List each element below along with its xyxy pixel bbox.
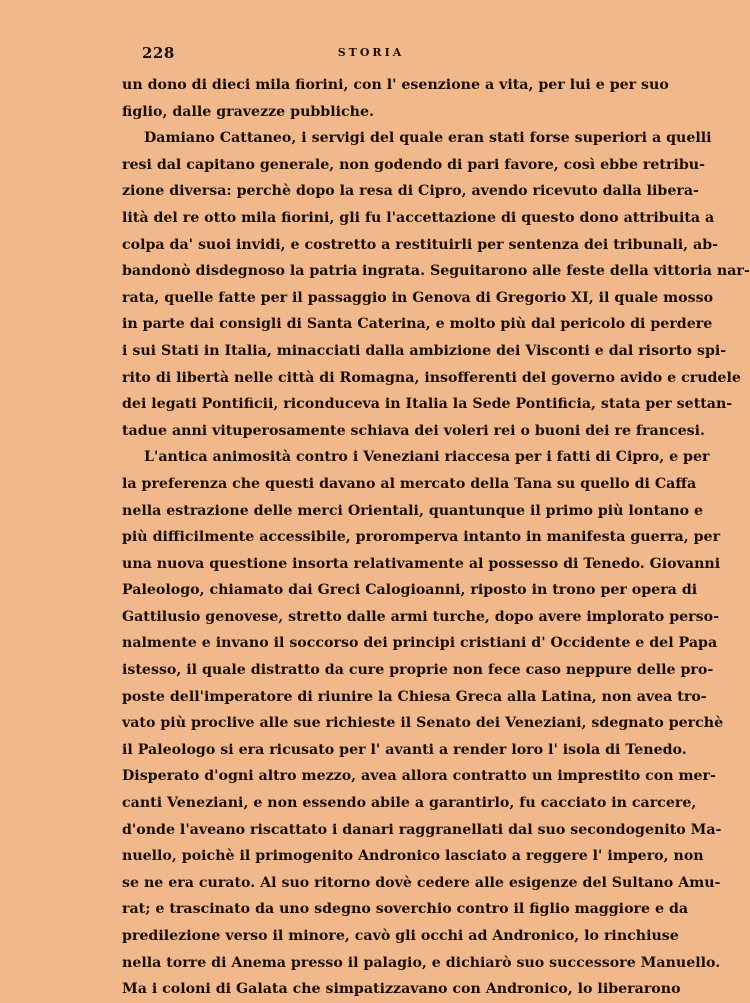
text-line: poste dell'imperatore di riunire la Chiesa Greca alla Latina, non avea tro- — [122, 688, 707, 705]
text-line: un dono di dieci mila fiorini, con l' esenzione a vita, per lui e per suo — [122, 77, 669, 93]
text-line: canti Veneziani, e non essendo abile a garantirlo, fu cacciato in carcere, — [122, 795, 697, 812]
text-line: la preferenza che questi davano al mercato della Tana su quello di Caffa — [122, 475, 697, 492]
text-line: Damiano Cattaneo, i servigi del quale eran stati forse superiori a quelli — [144, 130, 712, 147]
page-header — [142, 44, 600, 64]
paragraph — [122, 444, 724, 1002]
text-line: bandonò disdegnoso la patria ingrata. Seguitarono alle feste della vittoria nar- — [122, 263, 750, 280]
text-line: in parte dai consigli di Santa Caterina, e molto più dal pericolo di perdere — [122, 316, 713, 333]
text-line: figlio, dalle gravezze pubbliche. — [122, 103, 374, 120]
text-line: lità del re otto mila fiorini, gli fu l'accettazione di questo dono attribuita a — [122, 209, 715, 226]
text-line: i sui Stati in Italia, minacciati dalla ambizione dei Visconti e dal risorto spi- — [122, 342, 727, 359]
text-line: zione diversa: perchè dopo la resa di Cipro, avendo ricevuto dalla libera- — [122, 183, 699, 200]
text-line: d'onde l'aveano riscattato i danari raggranellati dal suo secondogenito Ma- — [122, 821, 722, 838]
text-line: nalmente e invano il soccorso dei principi cristiani d' Occidente e del Papa — [122, 635, 718, 652]
text-line: istesso, il quale distratto da cure proprie non fece caso neppure delle pro- — [122, 662, 714, 679]
page-number: 228 — [142, 44, 175, 62]
text-line: Gattilusio genovese, stretto dalle armi turche, dopo avere implorato perso- — [122, 608, 719, 625]
text-line: una nuova questione insorta relativamente al possesso di Tenedo. Giovanni — [122, 555, 721, 572]
text-line: L'antica animosità contro i Veneziani riaccesa per i fatti di Cipro, e per — [144, 449, 710, 466]
text-line: Disperato d'ogni altro mezzo, avea allora contratto un imprestito con mer- — [122, 768, 716, 785]
text-line: dei legati Pontificii, riconduceva in Italia la Sede Pontificia, stata per settan- — [122, 396, 733, 413]
text-line: Ma i coloni di Galata che simpatizzavano con Andronico, lo liberarono — [122, 981, 681, 998]
running-title: STORIA — [337, 46, 405, 59]
text-line: colpa da' suoi invidi, e costretto a restituirli per sentenza dei tribunali, ab- — [122, 236, 719, 253]
text-line: vato più proclive alle sue richieste il Senato dei Veneziani, sdegnato perchè — [122, 715, 724, 732]
text-line: tadue anni vituperosamente schiava dei voleri rei o buoni dei re francesi. — [122, 422, 705, 439]
paragraph — [122, 72, 669, 125]
paragraph — [122, 125, 750, 444]
text-line: predilezione verso il minore, cavò gli occhi ad Andronico, lo rinchiuse — [122, 928, 679, 944]
text-line: il Paleologo si era ricusato per l' avanti a render loro l' isola di Tenedo. — [122, 741, 687, 758]
text-line: se ne era curato. Al suo ritorno dovè cedere alle esigenze del Sultano Amu- — [122, 874, 721, 891]
text-line: nuello, poichè il primogenito Andronico lasciato a reggere l' impero, non — [122, 848, 704, 865]
text-line: nella torre di Anema presso il palagio, e dichiarò suo successore Manuello. — [122, 954, 721, 971]
text-line: rat; e trascinato da uno sdegno soverchio contro il figlio maggiore e da — [122, 901, 689, 918]
text-line: più difficilmente accessibile, proromperva intanto in manifesta guerra, per — [122, 529, 721, 546]
text-line: rata, quelle fatte per il passaggio in Genova di Gregorio XI, il quale mosso — [122, 289, 714, 306]
text-line: nella estrazione delle merci Orientali, quantunque il primo più lontano e — [122, 502, 704, 519]
text-line: resi dal capitano generale, non godendo di pari favore, così ebbe retribu- — [122, 156, 705, 173]
text-line: Paleologo, chiamato dai Greci Calogioanni, riposto in trono per opera di — [122, 582, 698, 599]
body-text — [122, 72, 750, 1003]
text-line: rito di libertà nelle città di Romagna, insofferenti del governo avido e crudele — [122, 369, 741, 386]
